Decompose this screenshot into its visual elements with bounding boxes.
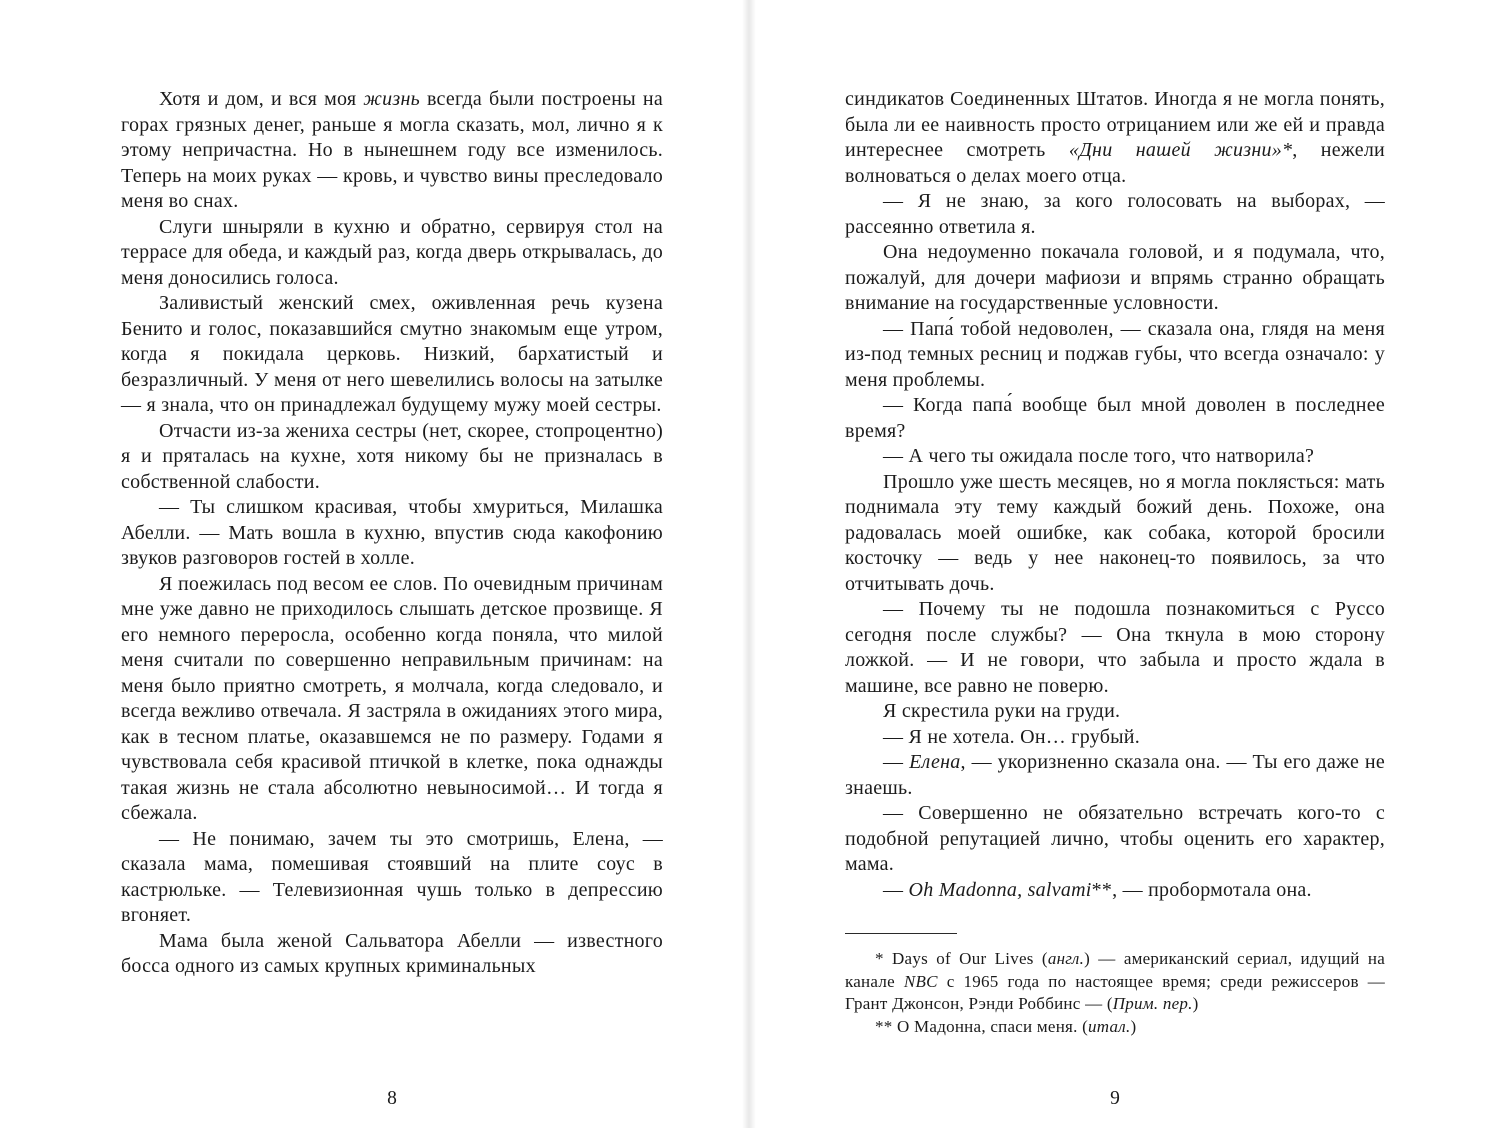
paragraph: Хотя и дом, и вся моя жизнь всегда были построены на горах грязных денег, раньше я могла сказать, мол, лично я к этому непричастна. Но в нынешнем году все изменилось. Теперь на моих руках — кровь, и чувство вины преследовало меня во снах.	[121, 88, 663, 212]
paragraph: — Я не знаю, за кого голосовать на выборах, — рассеянно ответила я.	[845, 190, 1385, 238]
paragraph: — Я не хотела. Он… грубый.	[883, 725, 1141, 748]
page-gutter-divider	[742, 0, 756, 1128]
footnote: ** О Мадонна, спаси меня. (итал.)	[875, 1016, 1137, 1036]
paragraph: — Не понимаю, зачем ты это смотришь, Елена, — сказала мама, помешивая стоявший на плите соус в кастрюльке. — Телевизионная чушь только в депрессию вгоняет.	[121, 827, 663, 926]
paragraph: синдикатов Соединенных Штатов. Иногда я не могла понять, была ли ее наивность просто отрицанием или же ей и правда интереснее смотреть «Дни нашей жизни»*, нежели волноваться о делах моего отца.	[845, 88, 1385, 187]
paragraph: — Совершенно не обязательно встречать кого-то с подобной репутацией лично, чтобы оценить его характер, мама.	[845, 802, 1385, 875]
paragraph: — Папа́ тобой недоволен, — сказала она, глядя на меня из-под темных ресниц и поджав губы, что всегда означало: у меня проблемы.	[845, 317, 1385, 391]
paragraph: Прошло уже шесть месяцев, но я могла поклясться: мать поднимала эту тему каждый божий день. Похоже, она радовалась моей ошибке, как собака, которой бросили косточку — ведь у нее наконец-то появилось, за что отчитывать дочь.	[845, 470, 1385, 595]
footnotes	[845, 948, 1385, 1038]
paragraph: — Oh Madonna, salvami**, — пробормотала она.	[883, 878, 1312, 901]
paragraph: — Почему ты не подошла познакомиться с Руссо сегодня после службы? — Она ткнула в мою сторону ложкой. — И не говори, что забыла и просто ждала в машине, все равно не поверю.	[845, 598, 1385, 697]
paragraph: Заливистый женский смех, оживленная речь кузена Бенито и голос, показавшийся смутно знакомым еще утром, когда я покидала церковь. Низкий, бархатистый и безразличный. У меня от него шевелились волосы на затылке — я знала, что он принадлежал будущему мужу моей сестры.	[121, 292, 663, 416]
page-number-right: 9	[1110, 1088, 1120, 1109]
page-right-text-column	[845, 87, 1385, 1038]
footnote: * Days of Our Lives (англ.) — американский сериал, идущий на канале NBC с 1965 года по настоящее время; среди режиссеров — Грант Джонсон, Рэнди Роббинс — (Прим. пер.)	[845, 949, 1386, 1013]
page-number-left: 8	[387, 1088, 397, 1109]
paragraph: Слуги шныряли в кухню и обратно, сервируя стол на террасе для обеда, и каждый раз, когда дверь открывалась, до меня доносились голоса.	[121, 215, 663, 289]
paragraph: Я поежилась под весом ее слов. По очевидным причинам мне уже давно не приходилось слышать детское прозвище. Я его немного переросла, особенно когда поняла, что милой меня считали по совершенно неправильным причинам: на меня было приятно смотреть, я молчала, когда следовало, и всегда вежливо отвечала. Я застряла в ожиданиях этого мира, как в тесном платье, оказавшемся не по размеру. Годами я чувствовала себя красивой птичкой в клетке, пока однажды такая жизнь не стала абсолютно невыносимой… И тогда я сбежала.	[121, 572, 663, 824]
page-left-text-column	[121, 87, 663, 980]
paragraph: — Когда папа́ вообще был мной доволен в последнее время?	[845, 394, 1385, 442]
paragraph: — А чего ты ожидала после того, что натворила?	[883, 445, 1315, 467]
paragraph: Она недоуменно покачала головой, и я подумала, что, пожалуй, для дочери мафиози и впрямь странно обращать внимание на государственные условности.	[845, 241, 1385, 314]
paragraph: — Ты слишком красивая, чтобы хмуриться, Милашка Абелли. — Мать вошла в кухню, впустив сюда какофонию звуков разговоров гостей в холле.	[121, 496, 663, 569]
footnote-separator	[845, 933, 957, 934]
paragraph: Отчасти из-за жениха сестры (нет, скорее, стопроцентно) я и пряталась на кухне, хотя никому бы не призналась в собственной слабости.	[121, 419, 663, 493]
paragraph: Мама была женой Сальватора Абелли — известного босса одного из самых крупных криминальных	[121, 929, 663, 977]
paragraph: — Елена, — укоризненно сказала она. — Ты его даже не знаешь.	[845, 751, 1385, 799]
paragraph: Я скрестила руки на груди.	[883, 700, 1121, 722]
